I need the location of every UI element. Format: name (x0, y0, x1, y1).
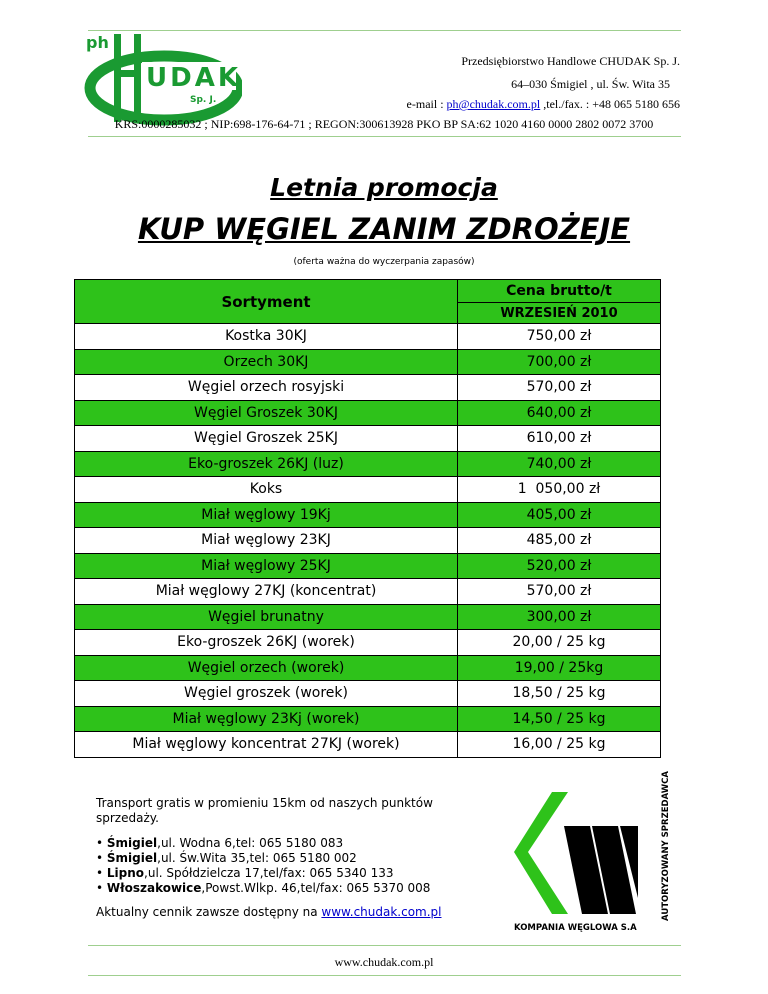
footer-rule-bottom (88, 975, 681, 976)
product-name: Węgiel brunatny (75, 604, 458, 630)
product-name: Węgiel orzech rosyjski (75, 375, 458, 401)
product-name: Eko-groszek 26KJ (luz) (75, 451, 458, 477)
offer-note: (oferta ważna do wyczerpania zapasów) (293, 257, 475, 267)
point-details: ,ul. Wodna 6,tel: 065 5180 083 (157, 836, 344, 850)
cennik-text: Aktualny cennik zawsze dostępny na (96, 905, 322, 919)
kompania-weglowa-logo (508, 786, 658, 934)
table-row (75, 681, 661, 707)
cennik-link[interactable]: www.chudak.com.pl (321, 905, 442, 919)
col-header-sortyment: Sortyment (75, 280, 458, 324)
table-row (75, 400, 661, 426)
promo-title: Letnia promocja (270, 173, 498, 202)
product-price: 19,00 / 25kg (458, 655, 661, 681)
price-table (74, 279, 661, 758)
product-name: Miał węglowy 23KJ (75, 528, 458, 554)
point-details: ,ul. Spółdzielcza 17,tel/fax: 065 5340 133 (144, 866, 394, 880)
logo-sub: Sp. J. (190, 95, 217, 105)
point-details: ,Powst.Wlkp. 46,tel/fax: 065 5370 008 (201, 881, 431, 895)
col-header-month: WRZESIEŃ 2010 (458, 303, 661, 324)
product-price: 570,00 zł (458, 375, 661, 401)
email-label: e-mail : (406, 97, 447, 111)
product-price: 16,00 / 25 kg (458, 732, 661, 758)
product-name: Miał węglowy koncentrat 27KJ (worek) (75, 732, 458, 758)
footer-rule-top (88, 945, 681, 946)
company-contact (407, 97, 680, 112)
company-name: Przedsiębiorstwo Handlowe CHUDAK Sp. J. (461, 54, 680, 68)
product-price: 18,50 / 25 kg (458, 681, 661, 707)
product-price: 750,00 zł (458, 324, 661, 350)
email-link[interactable]: ph@chudak.com.pl (446, 97, 541, 111)
list-item (96, 836, 496, 851)
product-price: 300,00 zł (458, 604, 661, 630)
company-address: 64–030 Śmigiel , ul. Św. Wita 35 (511, 77, 670, 91)
table-row (75, 732, 661, 758)
authorized-seller-label (650, 763, 680, 923)
product-name: Miał węglowy 27KJ (koncentrat) (75, 579, 458, 605)
product-price: 700,00 zł (458, 349, 661, 375)
table-row (75, 375, 661, 401)
table-row (75, 655, 661, 681)
product-name: Węgiel Groszek 25KJ (75, 426, 458, 452)
footer-url: www.chudak.com.pl (334, 955, 434, 969)
col-header-price: Cena brutto/t (458, 280, 661, 303)
product-price: 14,50 / 25 kg (458, 706, 661, 732)
product-name: Koks (75, 477, 458, 503)
table-row (75, 604, 661, 630)
cennik-line (96, 905, 442, 919)
product-name: Węgiel groszek (worek) (75, 681, 458, 707)
product-price: 640,00 zł (458, 400, 661, 426)
price-table-body (75, 324, 661, 758)
table-row (75, 706, 661, 732)
product-price: 520,00 zł (458, 553, 661, 579)
list-item (96, 851, 496, 866)
info-block (96, 796, 496, 906)
product-price: 570,00 zł (458, 579, 661, 605)
list-item (96, 881, 496, 896)
phone-text: ,tel./fax. : +48 065 5180 656 (540, 97, 680, 111)
product-price: 740,00 zł (458, 451, 661, 477)
product-price: 485,00 zł (458, 528, 661, 554)
product-name: Orzech 30KJ (75, 349, 458, 375)
table-row (75, 579, 661, 605)
registration-line: KRS:0000285032 ; NIP:698-176-64-71 ; REGON:300613928 PKO BP SA:62 1020 4160 0000 2802 0072 3700 (114, 117, 654, 131)
sales-points-list (96, 836, 496, 896)
product-name: Węgiel Groszek 30KJ (75, 400, 458, 426)
list-item (96, 866, 496, 881)
point-city: Śmigiel (106, 836, 158, 850)
product-price: 610,00 zł (458, 426, 661, 452)
point-city: Śmigiel (106, 851, 158, 865)
table-row (75, 349, 661, 375)
product-price: 405,00 zł (458, 502, 661, 528)
product-price: 20,00 / 25 kg (458, 630, 661, 656)
table-row (75, 451, 661, 477)
logo-ph: ph (86, 33, 109, 52)
authorized-seller-text: AUTORYZOWANY SPRZEDAWCA (661, 771, 671, 921)
table-row (75, 553, 661, 579)
point-city: Włoszakowice (106, 881, 202, 895)
point-details: ,ul. Św.Wita 35,tel: 065 5180 002 (157, 851, 357, 865)
table-row (75, 630, 661, 656)
product-name: Miał węglowy 25KJ (75, 553, 458, 579)
table-row (75, 502, 661, 528)
header-rule (88, 136, 681, 137)
table-row (75, 528, 661, 554)
transport-text: Transport gratis w promieniu 15km od naszych punktów sprzedaży. (96, 796, 433, 825)
logo-text: UDAK (146, 63, 241, 93)
table-row (75, 477, 661, 503)
product-name: Miał węglowy 23Kj (worek) (75, 706, 458, 732)
product-price: 1 050,00 zł (458, 477, 661, 503)
kw-name: KOMPANIA WĘGLOWA S.A (514, 923, 637, 933)
product-name: Miał węglowy 19Kj (75, 502, 458, 528)
promo-headline: KUP WĘGIEL ZANIM ZDROŻEJE (137, 212, 631, 246)
table-row (75, 324, 661, 350)
chudak-logo (82, 30, 242, 130)
product-name: Węgiel orzech (worek) (75, 655, 458, 681)
product-name: Eko-groszek 26KJ (worek) (75, 630, 458, 656)
product-name: Kostka 30KJ (75, 324, 458, 350)
table-row (75, 426, 661, 452)
point-city: Lipno (106, 866, 145, 880)
